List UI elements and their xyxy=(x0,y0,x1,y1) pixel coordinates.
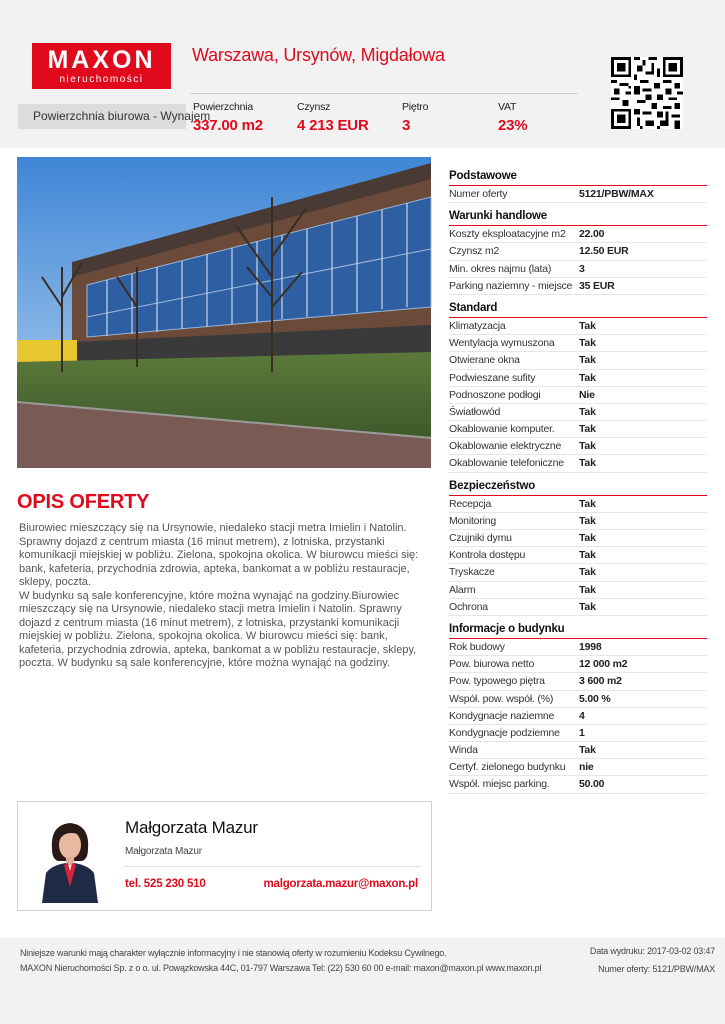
spec-row xyxy=(449,639,707,656)
spec-value: 4 xyxy=(579,709,585,722)
spec-row xyxy=(449,547,707,564)
stat-floor-value: 3 xyxy=(402,117,411,134)
spec-value: Tak xyxy=(579,514,596,527)
spec-key: Czujniki dymu xyxy=(449,532,512,544)
spec-key: Koszty eksploatacyjne m2 xyxy=(449,228,566,241)
agent-email-link[interactable]: malgorzata.mazur@maxon.pl xyxy=(263,878,418,890)
spec-row xyxy=(449,708,707,725)
spec-value: 35 EUR xyxy=(579,279,615,292)
spec-row xyxy=(449,776,707,793)
spec-row xyxy=(449,404,707,421)
spec-key: Otwierane okna xyxy=(449,354,520,367)
spec-row xyxy=(449,496,707,513)
spec-row xyxy=(449,513,707,530)
footer-print-date: Data wydruku: 2017-03-02 03:47 xyxy=(589,946,715,956)
spec-key: Kondygnacje podziemne xyxy=(449,726,560,739)
spec-key: Winda xyxy=(449,744,478,757)
spec-row xyxy=(449,691,707,708)
spec-row xyxy=(449,742,707,759)
stat-rent xyxy=(297,101,369,135)
spec-value: Tak xyxy=(579,457,596,470)
spec-value: Tak xyxy=(579,497,596,510)
spec-value: 12 000 m2 xyxy=(579,658,628,671)
spec-value: nie xyxy=(579,761,594,774)
spec-row xyxy=(449,335,707,352)
spec-row xyxy=(449,421,707,438)
spec-key: Parking naziemny - miejsce xyxy=(449,279,573,292)
spec-key: Ochrona xyxy=(449,600,488,613)
section-terms-title: Warunki handlowe xyxy=(449,208,707,226)
spec-value: Tak xyxy=(579,549,596,562)
agent-divider xyxy=(125,866,421,867)
footer-offer-number: Numer oferty: 5121/PBW/MAX xyxy=(598,964,715,974)
spec-key: Pow. biurowa netto xyxy=(449,658,535,671)
spec-key: Kontrola dostępu xyxy=(449,549,526,562)
spec-value: Tak xyxy=(579,354,596,367)
spec-row xyxy=(449,387,707,404)
footer-company-info: MAXON Nieruchomości Sp. z o o. ul. Powązkowska 44C, 01-797 Warszawa Tel: (22) 530 60 00 e-mail: maxon@maxon.pl www.maxon.pl xyxy=(20,963,542,973)
spec-row xyxy=(449,530,707,547)
spec-key: Pow. typowego piętra xyxy=(449,675,545,688)
stat-vat-value: 23% xyxy=(498,117,528,134)
spec-row xyxy=(449,673,707,690)
spec-row xyxy=(449,278,707,295)
section-basic-title: Podstawowe xyxy=(449,168,707,186)
stat-area-value: 337.00 m2 xyxy=(193,117,263,134)
section-standard-title: Standard xyxy=(449,300,707,318)
section-security-title: Bezpieczeństwo xyxy=(449,478,707,496)
spec-value: 3 600 m2 xyxy=(579,675,622,688)
spec-value: Tak xyxy=(579,600,596,613)
specs-table xyxy=(449,168,707,794)
spec-row xyxy=(449,438,707,455)
spec-row xyxy=(449,759,707,776)
stat-area xyxy=(193,101,263,135)
spec-value: Tak xyxy=(579,532,596,544)
header xyxy=(0,0,725,148)
spec-row xyxy=(449,226,707,243)
spec-value: Tak xyxy=(579,337,596,350)
header-divider xyxy=(190,93,578,94)
spec-key: Światłowód xyxy=(449,405,501,418)
logo-tagline: nieruchomości xyxy=(59,74,144,85)
spec-key: Współ. miejsc parking. xyxy=(449,778,550,791)
spec-key: Min. okres najmu (lata) xyxy=(449,262,552,275)
spec-value: Tak xyxy=(579,405,596,418)
spec-value: Tak xyxy=(579,423,596,436)
stat-floor-label: Piętro xyxy=(402,101,429,113)
spec-row xyxy=(449,243,707,260)
footer xyxy=(0,938,725,1024)
agent-avatar xyxy=(38,815,102,903)
spec-value: 1 xyxy=(579,726,585,739)
spec-row xyxy=(449,261,707,278)
maxon-logo[interactable] xyxy=(32,43,171,89)
spec-key: Alarm xyxy=(449,583,476,596)
spec-row xyxy=(449,564,707,581)
spec-key: Numer oferty xyxy=(449,188,508,200)
spec-value: Tak xyxy=(579,371,596,384)
spec-row xyxy=(449,352,707,369)
spec-value: Tak xyxy=(579,566,596,579)
spec-value: Tak xyxy=(579,583,596,596)
spec-key: Recepcja xyxy=(449,497,492,510)
stat-rent-value: 4 213 EUR xyxy=(297,117,369,134)
property-photo[interactable] xyxy=(17,157,431,468)
spec-key: Okablowanie elektryczne xyxy=(449,440,562,453)
agent-card xyxy=(17,801,432,911)
spec-row xyxy=(449,370,707,387)
spec-row xyxy=(449,582,707,599)
spec-key: Czynsz m2 xyxy=(449,245,500,258)
footer-disclaimer: Niniejsze warunki mają charakter wyłącznie informacyjny i nie stanowią oferty w rozumieniu Kodeksu Cywilnego. xyxy=(20,948,447,958)
stat-area-label: Powierzchnia xyxy=(193,101,254,113)
spec-key: Współ. pow. współ. (%) xyxy=(449,692,554,705)
spec-key: Klimatyzacja xyxy=(449,319,506,332)
spec-row xyxy=(449,599,707,616)
stat-vat-label: VAT xyxy=(498,101,517,113)
spec-key: Podnoszone podłogi xyxy=(449,388,541,401)
spec-row xyxy=(449,186,707,203)
spec-value: Tak xyxy=(579,319,596,332)
spec-row xyxy=(449,455,707,472)
section-building-title: Informacje o budynku xyxy=(449,621,707,639)
spec-row xyxy=(449,725,707,742)
spec-value: Tak xyxy=(579,440,596,453)
spec-row xyxy=(449,656,707,673)
spec-key: Okablowanie komputer. xyxy=(449,423,555,436)
offer-type-badge: Powierzchnia biurowa - Wynajem xyxy=(18,104,186,129)
spec-row xyxy=(449,318,707,335)
spec-value: 5121/PBW/MAX xyxy=(579,188,654,200)
spec-key: Okablowanie telefoniczne xyxy=(449,457,564,470)
spec-key: Wentylacja wymuszona xyxy=(449,337,555,350)
spec-value: 50.00 xyxy=(579,778,605,791)
agent-subtitle: Małgorzata Mazur xyxy=(125,846,202,857)
spec-key: Kondygnacje naziemne xyxy=(449,709,555,722)
spec-value: 1998 xyxy=(579,640,602,653)
building-image xyxy=(17,157,431,468)
agent-name: Małgorzata Mazur xyxy=(125,818,258,837)
spec-value: 22.00 xyxy=(579,228,605,241)
spec-value: 3 xyxy=(579,262,585,275)
spec-key: Tryskacze xyxy=(449,566,495,579)
stat-rent-label: Czynsz xyxy=(297,101,331,113)
stat-vat xyxy=(498,101,527,135)
property-address: Warszawa, Ursynów, Migdałowa xyxy=(192,45,445,65)
agent-portrait-image xyxy=(38,815,102,903)
spec-value: Nie xyxy=(579,388,595,401)
stat-floor xyxy=(402,101,428,135)
spec-value: Tak xyxy=(579,744,596,757)
qr-code-icon[interactable] xyxy=(611,57,683,129)
spec-key: Certyf. zielonego budynku xyxy=(449,761,566,774)
agent-phone-link[interactable]: tel. 525 230 510 xyxy=(125,878,206,890)
logo-wordmark: MAXON xyxy=(47,46,156,74)
spec-key: Podwieszane sufity xyxy=(449,371,536,384)
description-title: OPIS OFERTY xyxy=(17,491,150,513)
spec-key: Monitoring xyxy=(449,514,497,527)
spec-key: Rok budowy xyxy=(449,640,505,653)
description-text: Biurowiec mieszczący się na Ursynowie, niedaleko stacji metra Imielin i Natolin. Sprawny dojazd z centrum miasta (16 minut metrem), z lotniska, przystanki komunikacji miejskiej w pobliżu. Zielona, spokojna okolica. W biurowcu mieści się: bank, kafeteria, przychodnia zdrowia, apteka, bankomat a w pobliżu restauracje, sklepy, poczta. W budynku są sale konferencyjne, które można wynająć na godziny.Biurowiec mieszczący się na Ursynowie, niedaleko stacji metra Imielin i Natolin. Sprawny dojazd z centrum miasta (16 minut metrem), z lotniska, przystanki komunikacji miejskiej w pobliżu. Zielona, spokojna okolica. W biurowcu mieści się: bank, kafeteria, przychodnia zdrowia, apteka, bankomat a w pobliżu restauracje, sklepy, poczta. W budynku są sale konferencyjne, które można wynająć na godziny. xyxy=(19,522,419,669)
spec-value: 12.50 EUR xyxy=(579,245,629,258)
spec-value: 5.00 % xyxy=(579,692,611,705)
